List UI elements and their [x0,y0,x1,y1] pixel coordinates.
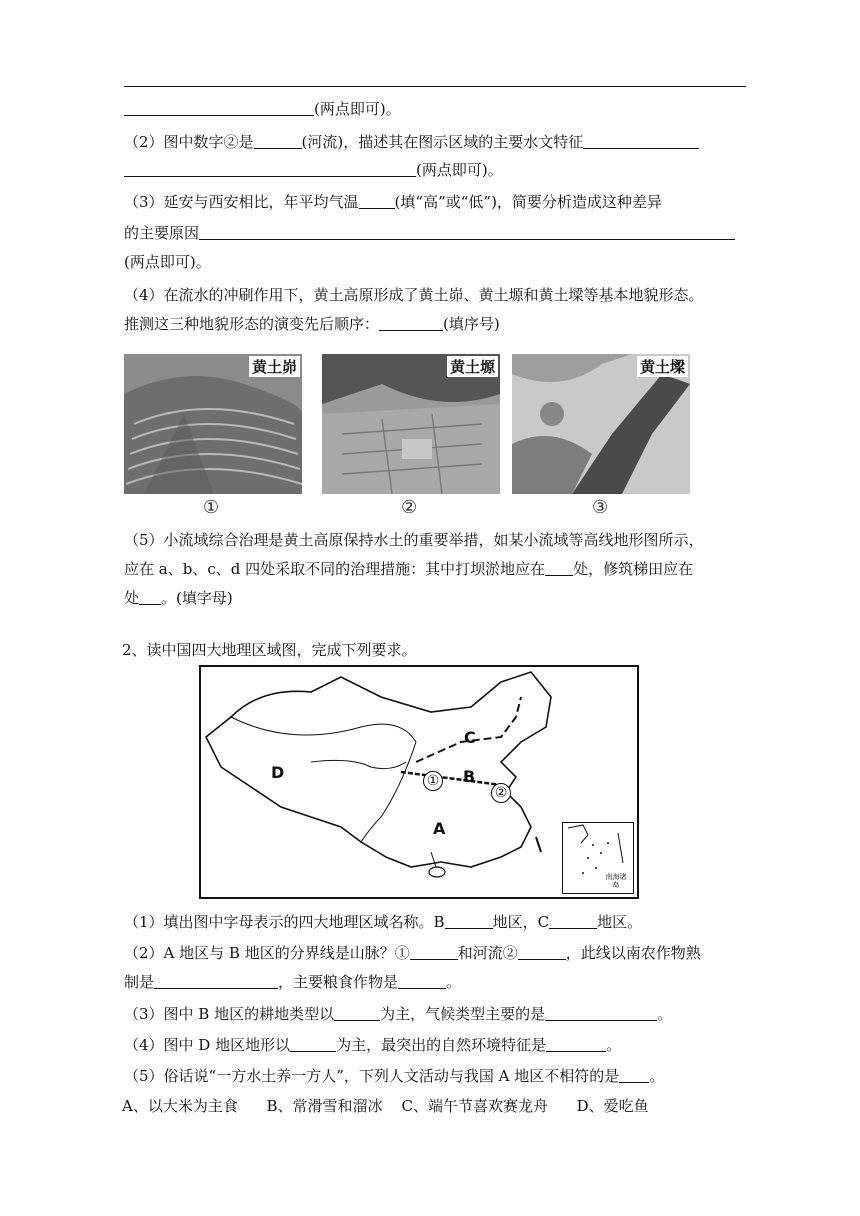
q2-sub4: （4）图中 D 地区地形以 为主，最突出的自然环境特征是 。 [124,1036,622,1054]
south-china-sea-inset [562,822,634,894]
loess-photo-1: 黄土峁 [124,354,302,494]
q1-line1: (两点即可)。 [124,99,401,119]
answer-blank[interactable] [398,973,446,989]
answer-blank[interactable] [199,224,735,240]
inset-label: 南海诸岛 [605,873,627,889]
q1-sub5-tail: 处 。(填字母) [124,589,233,607]
answer-blank[interactable] [359,193,395,209]
q1-sub5: （5）小流域综合治理是黄土高原保持水土的重要举措，如某小流域等高线地形图所示， [124,531,704,549]
answer-blank[interactable] [545,560,573,576]
q2-sub1: （1）填出图中字母表示的四大地理区域名称。B 地区，C 地区。 [124,913,643,931]
china-regions-map [199,665,639,899]
answer-blank[interactable] [379,315,443,331]
q1-sub2-cont: (两点即可)。 [124,160,503,180]
loess-photo-3: 黄土墚 [512,354,690,494]
q2-sub2-cont: 制是 ，主要粮食作物是 。 [124,973,462,991]
answer-line [124,86,746,87]
q2-sub2: （2）A 地区与 B 地区的分界线是山脉？① 和河流② ，此线以南农作物熟 [124,944,701,962]
answer-blank[interactable] [583,133,699,149]
q2-sub3: （3）图中 B 地区的耕地类型以 为主，气候类型主要的是 。 [124,1005,673,1023]
q1-sub2: （2）图中数字②是 (河流)，描述其在图示区域的主要水文特征 [124,132,699,152]
photo-number-3: ③ [592,497,609,518]
map-label-d: D [271,763,285,782]
q2-title: 2、读中国四大地理区域图，完成下列要求。 [122,641,417,659]
answer-blank[interactable] [445,913,493,929]
answer-blank[interactable] [518,944,566,960]
answer-blank[interactable] [334,1005,380,1021]
answer-blank[interactable] [124,100,314,116]
answer-blank[interactable] [545,1005,657,1021]
loess-photo-2: 黄土塬 [322,354,500,494]
answer-blank[interactable] [154,973,278,989]
q1-sub3-cont: 的主要原因 [124,223,735,243]
map-label-a: A [433,819,446,838]
answer-blank[interactable] [290,1036,336,1052]
answer-blank[interactable] [124,161,416,177]
photo-number-2: ② [401,497,418,518]
answer-blank[interactable] [549,913,597,929]
map-label-b: B [463,767,476,786]
q1-sub4: （4）在流水的冲刷作用下，黄土高原形成了黄土峁、黄土塬和黄土墚等基本地貌形态。 [124,286,704,304]
map-marker-2: ② [491,783,511,803]
map-label-c: C [464,728,476,747]
answer-blank[interactable] [254,133,302,149]
map-marker-1: ① [423,771,443,791]
answer-blank[interactable] [410,944,458,960]
q2-options[interactable]: A、以大米为主食 B、常滑雪和溜冰 C、端午节喜欢赛龙舟 D、爱吃鱼 [122,1097,649,1115]
answer-blank[interactable] [619,1067,649,1083]
answer-blank[interactable] [546,1036,606,1052]
q1-sub3-tail: (两点即可)。 [124,253,211,271]
q1-sub5-cont: 应在 a、b、c、d 四处采取不同的治理措施：其中打坝淤地应在 处，修筑梯田应在 [124,560,694,578]
answer-blank[interactable] [139,589,161,605]
photo-number-1: ① [203,497,220,518]
q1-sub3: （3）延安与西安相比，年平均气温 (填“高”或“低”)，简要分析造成这种差异 [124,193,662,211]
q2-sub5: （5）俗话说“一方水土养一方人”，下列人文活动与我国 A 地区不相符的是 。 [124,1067,665,1085]
q1-sub4-cont: 推测这三种地貌形态的演变先后顺序： (填序号) [124,315,500,333]
